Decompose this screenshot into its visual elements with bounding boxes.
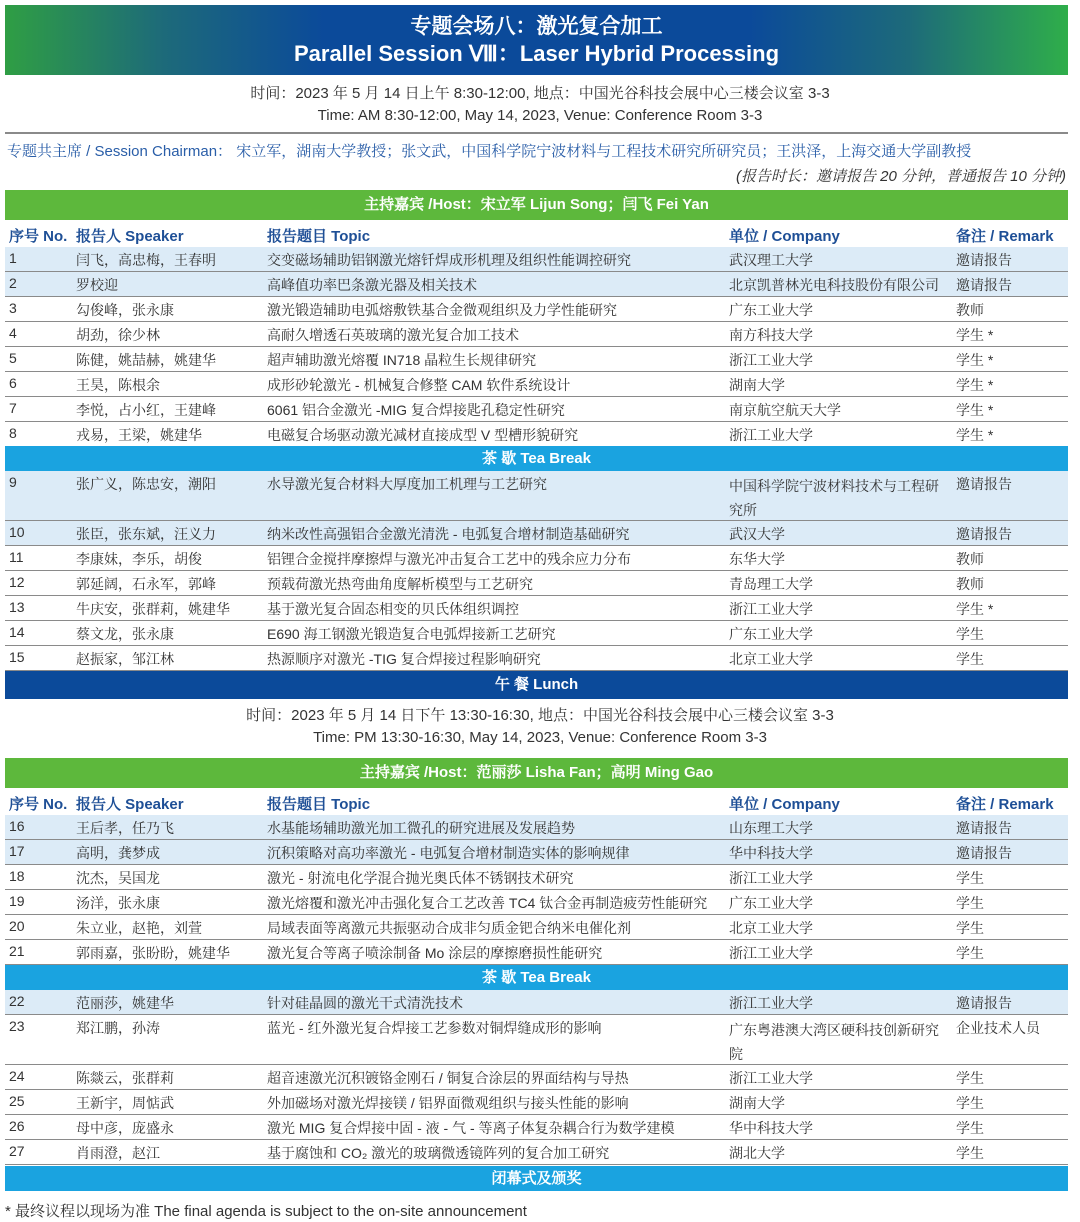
table-row bbox=[5, 621, 1068, 646]
row-company: 湖南大学 bbox=[729, 1095, 785, 1111]
row-no: 15 bbox=[9, 649, 25, 665]
row-no: 17 bbox=[9, 843, 25, 859]
row-company: 华中科技大学 bbox=[729, 1120, 813, 1136]
row-remark: 邀请报告 bbox=[956, 476, 1012, 492]
row-speaker: 赵振家，邹江林 bbox=[76, 651, 174, 667]
row-remark: 学生 * bbox=[956, 352, 994, 368]
col-remark: 备注 / Remark bbox=[956, 796, 1054, 813]
row-remark: 教师 bbox=[956, 576, 984, 592]
table-row bbox=[5, 596, 1068, 621]
col-no: 序号 No. bbox=[9, 228, 68, 245]
table-row bbox=[5, 347, 1068, 372]
row-remark: 学生 * bbox=[956, 427, 994, 443]
row-remark: 学生 bbox=[956, 651, 984, 667]
host-pm-band: 主持嘉宾 /Host：范丽莎 Lisha Fan；高明 Ming Gao bbox=[5, 758, 1068, 788]
table-row bbox=[5, 397, 1068, 422]
row-topic: 局域表面等离激元共振驱动合成非匀质金钯合纳米电催化剂 bbox=[267, 920, 631, 936]
row-topic: 沉积策略对高功率激光 - 电弧复合增材制造实体的影响规律 bbox=[267, 845, 630, 861]
row-remark: 邀请报告 bbox=[956, 526, 1012, 542]
table-row bbox=[5, 915, 1068, 940]
row-speaker: 郑江鹏，孙涛 bbox=[76, 1020, 160, 1036]
row-company: 广东工业大学 bbox=[729, 302, 813, 318]
row-remark: 学生 * bbox=[956, 327, 994, 343]
row-remark: 学生 * bbox=[956, 377, 994, 393]
row-company: 中国科学院宁波材料技术与工程研究所 bbox=[729, 478, 939, 518]
table-row bbox=[5, 815, 1068, 840]
table-row bbox=[5, 571, 1068, 596]
closing-band: 闭幕式及颁奖 bbox=[5, 1166, 1068, 1191]
row-no: 22 bbox=[9, 993, 25, 1009]
row-company: 山东理工大学 bbox=[729, 820, 813, 836]
row-no: 21 bbox=[9, 943, 25, 959]
row-no: 24 bbox=[9, 1068, 25, 1084]
row-speaker: 蔡文龙，张永康 bbox=[76, 626, 174, 642]
table-row bbox=[5, 990, 1068, 1015]
table-row bbox=[5, 546, 1068, 571]
row-remark: 学生 bbox=[956, 626, 984, 642]
row-no: 2 bbox=[9, 275, 17, 291]
row-no: 20 bbox=[9, 918, 25, 934]
row-no: 26 bbox=[9, 1118, 25, 1134]
row-topic: 蓝光 - 红外激光复合焊接工艺参数对铜焊缝成形的影响 bbox=[267, 1020, 602, 1036]
table-row bbox=[5, 1140, 1068, 1165]
footnote: * 最终议程以现场为准 The final agenda is subject to the on-site announcement bbox=[5, 1203, 527, 1220]
row-speaker: 母中彦，庞盛永 bbox=[76, 1120, 174, 1136]
afternoon-time-cn: 时间：2023 年 5 月 14 日下午 13:30-16:30, 地点：中国光谷科技会展中心三楼会议室 3-3 bbox=[246, 707, 834, 724]
row-topic: 针对硅晶圆的激光干式清洗技术 bbox=[267, 995, 463, 1011]
row-no: 8 bbox=[9, 425, 17, 441]
row-speaker: 王后孝，任乃飞 bbox=[76, 820, 174, 836]
row-speaker: 高明，龚梦成 bbox=[76, 845, 160, 861]
row-no: 5 bbox=[9, 350, 17, 366]
table-row bbox=[5, 422, 1068, 447]
row-remark: 学生 bbox=[956, 870, 984, 886]
row-company: 湖南大学 bbox=[729, 377, 785, 393]
table-row bbox=[5, 1115, 1068, 1140]
row-topic: 基于腐蚀和 CO₂ 激光的玻璃微透镜阵列的复合加工研究 bbox=[267, 1145, 610, 1161]
row-remark: 学生 * bbox=[956, 402, 994, 418]
row-company: 广东工业大学 bbox=[729, 626, 813, 642]
row-speaker: 郭延阔，石永军，郭峰 bbox=[76, 576, 216, 592]
row-company: 北京工业大学 bbox=[729, 920, 813, 936]
row-remark: 学生 bbox=[956, 1145, 984, 1161]
row-no: 23 bbox=[9, 1018, 25, 1034]
table-row bbox=[5, 247, 1068, 272]
row-topic: 铝锂合金搅拌摩擦焊与激光冲击复合工艺中的残余应力分布 bbox=[267, 551, 631, 567]
table-row bbox=[5, 1065, 1068, 1090]
row-company: 湖北大学 bbox=[729, 1145, 785, 1161]
col-no: 序号 No. bbox=[9, 796, 68, 813]
row-speaker: 李康妹，李乐，胡俊 bbox=[76, 551, 202, 567]
row-speaker: 汤洋，张永康 bbox=[76, 895, 160, 911]
row-no: 18 bbox=[9, 868, 25, 884]
row-no: 14 bbox=[9, 624, 25, 640]
row-topic: 6061 铝合金激光 -MIG 复合焊接匙孔稳定性研究 bbox=[267, 402, 565, 418]
table-header-pm bbox=[5, 790, 1068, 817]
row-company: 浙江工业大学 bbox=[729, 995, 813, 1011]
row-speaker: 张广义，陈忠安，潮阳 bbox=[76, 476, 216, 492]
row-remark: 学生 bbox=[956, 1120, 984, 1136]
tea-break-band-1: 茶 歇 Tea Break bbox=[5, 446, 1068, 471]
row-company: 武汉大学 bbox=[729, 526, 785, 542]
row-speaker: 沈杰，吴国龙 bbox=[76, 870, 160, 886]
col-topic: 报告题目 Topic bbox=[267, 228, 371, 245]
row-company: 东华大学 bbox=[729, 551, 785, 567]
col-speaker: 报告人 Speaker bbox=[76, 796, 184, 813]
row-remark: 邀请报告 bbox=[956, 845, 1012, 861]
row-remark: 学生 bbox=[956, 920, 984, 936]
table-header-am bbox=[5, 222, 1068, 249]
row-no: 6 bbox=[9, 375, 17, 391]
table-row bbox=[5, 840, 1068, 865]
row-company: 青岛理工大学 bbox=[729, 576, 813, 592]
row-no: 13 bbox=[9, 599, 25, 615]
table-row bbox=[5, 1090, 1068, 1115]
col-speaker: 报告人 Speaker bbox=[76, 228, 184, 245]
row-speaker: 牛庆安，张群莉，姚建华 bbox=[76, 601, 230, 617]
row-speaker: 王昊，陈根余 bbox=[76, 377, 160, 393]
row-company: 华中科技大学 bbox=[729, 845, 813, 861]
row-company: 武汉理工大学 bbox=[729, 252, 813, 268]
row-company: 南方科技大学 bbox=[729, 327, 813, 343]
col-topic: 报告题目 Topic bbox=[267, 796, 371, 813]
row-company: 浙江工业大学 bbox=[729, 1070, 813, 1086]
row-topic: 外加磁场对激光焊接镁 / 铝界面微观组织与接头性能的影响 bbox=[267, 1095, 629, 1111]
row-speaker: 罗校迎 bbox=[76, 277, 118, 293]
row-topic: 激光锻造辅助电弧熔敷铁基合金微观组织及力学性能研究 bbox=[267, 302, 617, 318]
morning-time-cn: 时间：2023 年 5 月 14 日上午 8:30-12:00, 地点：中国光谷科技会展中心三楼会议室 3-3 bbox=[250, 85, 830, 102]
row-topic: 高峰值功率巴条激光器及相关技术 bbox=[267, 277, 477, 293]
row-no: 4 bbox=[9, 325, 17, 341]
lunch-band: 午 餐 Lunch bbox=[5, 671, 1068, 699]
row-topic: 电磁复合场驱动激光减材直接成型 V 型槽形貌研究 bbox=[267, 427, 579, 443]
row-remark: 邀请报告 bbox=[956, 820, 1012, 836]
row-no: 12 bbox=[9, 574, 25, 590]
row-remark: 学生 bbox=[956, 895, 984, 911]
row-remark: 学生 bbox=[956, 945, 984, 961]
row-speaker: 李悦，占小红，王建峰 bbox=[76, 402, 216, 418]
row-speaker: 范丽莎，姚建华 bbox=[76, 995, 174, 1011]
row-speaker: 王新宇，周惦武 bbox=[76, 1095, 174, 1111]
row-topic: 激光 MIG 复合焊接中固 - 液 - 气 - 等离子体复杂耦合行为数学建模 bbox=[267, 1120, 675, 1136]
row-speaker: 陈健，姚喆赫，姚建华 bbox=[76, 352, 216, 368]
row-company: 浙江工业大学 bbox=[729, 427, 813, 443]
table-row bbox=[5, 940, 1068, 965]
session-chairman: 专题共主席 / Session Chairman： 宋立军，湖南大学教授；张文武，中国科学院宁波材料与工程技术研究所研究员；王洪泽，上海交通大学副教授 bbox=[7, 143, 972, 160]
duration-note: (报告时长：邀请报告 20 分钟，普通报告 10 分钟) bbox=[735, 168, 1066, 185]
row-company: 广东粤港澳大湾区硬科技创新研究院 bbox=[729, 1022, 939, 1062]
row-topic: 激光 - 射流电化学混合抛光奥氏体不锈钢技术研究 bbox=[267, 870, 574, 886]
row-topic: 基于激光复合固态相变的贝氏体组织调控 bbox=[267, 601, 519, 617]
row-remark: 邀请报告 bbox=[956, 277, 1012, 293]
row-speaker: 朱立业，赵艳，刘萱 bbox=[76, 920, 202, 936]
row-remark: 学生 bbox=[956, 1070, 984, 1086]
session-title-banner bbox=[5, 5, 1068, 75]
row-speaker: 肖雨澄，赵江 bbox=[76, 1145, 160, 1161]
row-company: 浙江工业大学 bbox=[729, 601, 813, 617]
row-topic: 热源顺序对激光 -TIG 复合焊接过程影响研究 bbox=[267, 651, 541, 667]
row-company: 南京航空航天大学 bbox=[729, 402, 841, 418]
row-remark: 教师 bbox=[956, 302, 984, 318]
row-speaker: 闫飞，高忠梅，王春明 bbox=[76, 252, 216, 268]
row-topic: 水基能场辅助激光加工微孔的研究进展及发展趋势 bbox=[267, 820, 575, 836]
row-topic: 激光熔覆和激光冲击强化复合工艺改善 TC4 钛合金再制造疲劳性能研究 bbox=[267, 895, 708, 911]
table-row bbox=[5, 890, 1068, 915]
row-remark: 邀请报告 bbox=[956, 252, 1012, 268]
row-remark: 企业技术人员 bbox=[956, 1020, 1040, 1036]
row-topic: 成形砂轮激光 - 机械复合修整 CAM 软件系统设计 bbox=[267, 377, 571, 393]
row-topic: 高耐久增透石英玻璃的激光复合加工技术 bbox=[267, 327, 519, 343]
afternoon-time-en: Time: PM 13:30-16:30, May 14, 2023, Venue: Conference Room 3-3 bbox=[313, 729, 767, 746]
table-row bbox=[5, 471, 1068, 521]
table-row bbox=[5, 322, 1068, 347]
table-row bbox=[5, 646, 1068, 671]
table-row bbox=[5, 521, 1068, 546]
row-company: 浙江工业大学 bbox=[729, 870, 813, 886]
col-remark: 备注 / Remark bbox=[956, 228, 1054, 245]
session-title-en: Parallel Session Ⅷ：Laser Hybrid Processing bbox=[293, 41, 780, 66]
row-remark: 邀请报告 bbox=[956, 995, 1012, 1011]
row-topic: 超音速激光沉积镀铬金刚石 / 铜复合涂层的界面结构与导热 bbox=[267, 1070, 629, 1086]
table-row bbox=[5, 865, 1068, 890]
table-row bbox=[5, 372, 1068, 397]
row-company: 广东工业大学 bbox=[729, 895, 813, 911]
row-company: 浙江工业大学 bbox=[729, 945, 813, 961]
row-no: 9 bbox=[9, 474, 17, 490]
row-no: 3 bbox=[9, 300, 17, 316]
row-topic: 激光复合等离子喷涂制备 Mo 涂层的摩擦磨损性能研究 bbox=[267, 945, 603, 961]
row-company: 浙江工业大学 bbox=[729, 352, 813, 368]
morning-time-en: Time: AM 8:30-12:00, May 14, 2023, Venue: Conference Room 3-3 bbox=[317, 107, 763, 124]
row-no: 19 bbox=[9, 893, 25, 909]
row-no: 11 bbox=[9, 549, 24, 565]
row-remark: 教师 bbox=[956, 551, 984, 567]
row-speaker: 张臣，张东斌，汪义力 bbox=[76, 526, 216, 542]
table-row bbox=[5, 297, 1068, 322]
row-no: 25 bbox=[9, 1093, 25, 1109]
row-no: 27 bbox=[9, 1143, 25, 1159]
session-title-cn: 专题会场八：激光复合加工 bbox=[410, 14, 663, 38]
col-company: 单位 / Company bbox=[729, 228, 840, 245]
table-row bbox=[5, 1015, 1068, 1065]
row-speaker: 戎易，王梁，姚建华 bbox=[76, 427, 202, 443]
row-company: 北京凯普林光电科技股份有限公司 bbox=[729, 277, 939, 293]
row-topic: 交变磁场辅助铝钢激光熔钎焊成形机理及组织性能调控研究 bbox=[267, 252, 631, 268]
row-topic: 水导激光复合材料大厚度加工机理与工艺研究 bbox=[267, 476, 547, 492]
row-topic: 超声辅助激光熔覆 IN718 晶粒生长规律研究 bbox=[267, 352, 537, 368]
row-company: 北京工业大学 bbox=[729, 651, 813, 667]
row-remark: 学生 * bbox=[956, 601, 994, 617]
row-speaker: 郭雨嘉，张盼盼，姚建华 bbox=[76, 945, 230, 961]
col-company: 单位 / Company bbox=[729, 796, 840, 813]
row-topic: 纳米改性高强铝合金激光清洗 - 电弧复合增材制造基础研究 bbox=[267, 526, 630, 542]
row-topic: E690 海工钢激光锻造复合电弧焊接新工艺研究 bbox=[267, 626, 556, 642]
host-am-band: 主持嘉宾 /Host：宋立军 Lijun Song；闫飞 Fei Yan bbox=[5, 190, 1068, 220]
row-speaker: 陈燚云，张群莉 bbox=[76, 1070, 174, 1086]
row-remark: 学生 bbox=[956, 1095, 984, 1111]
row-no: 10 bbox=[9, 524, 25, 540]
row-no: 7 bbox=[9, 400, 17, 416]
tea-break-band-2: 茶 歇 Tea Break bbox=[5, 965, 1068, 990]
table-row bbox=[5, 272, 1068, 297]
row-no: 1 bbox=[9, 250, 17, 266]
row-speaker: 勾俊峰，张永康 bbox=[76, 302, 174, 318]
row-no: 16 bbox=[9, 818, 25, 834]
row-speaker: 胡劲，徐少林 bbox=[76, 327, 160, 343]
row-topic: 预载荷激光热弯曲角度解析模型与工艺研究 bbox=[267, 576, 533, 592]
divider bbox=[5, 132, 1068, 134]
